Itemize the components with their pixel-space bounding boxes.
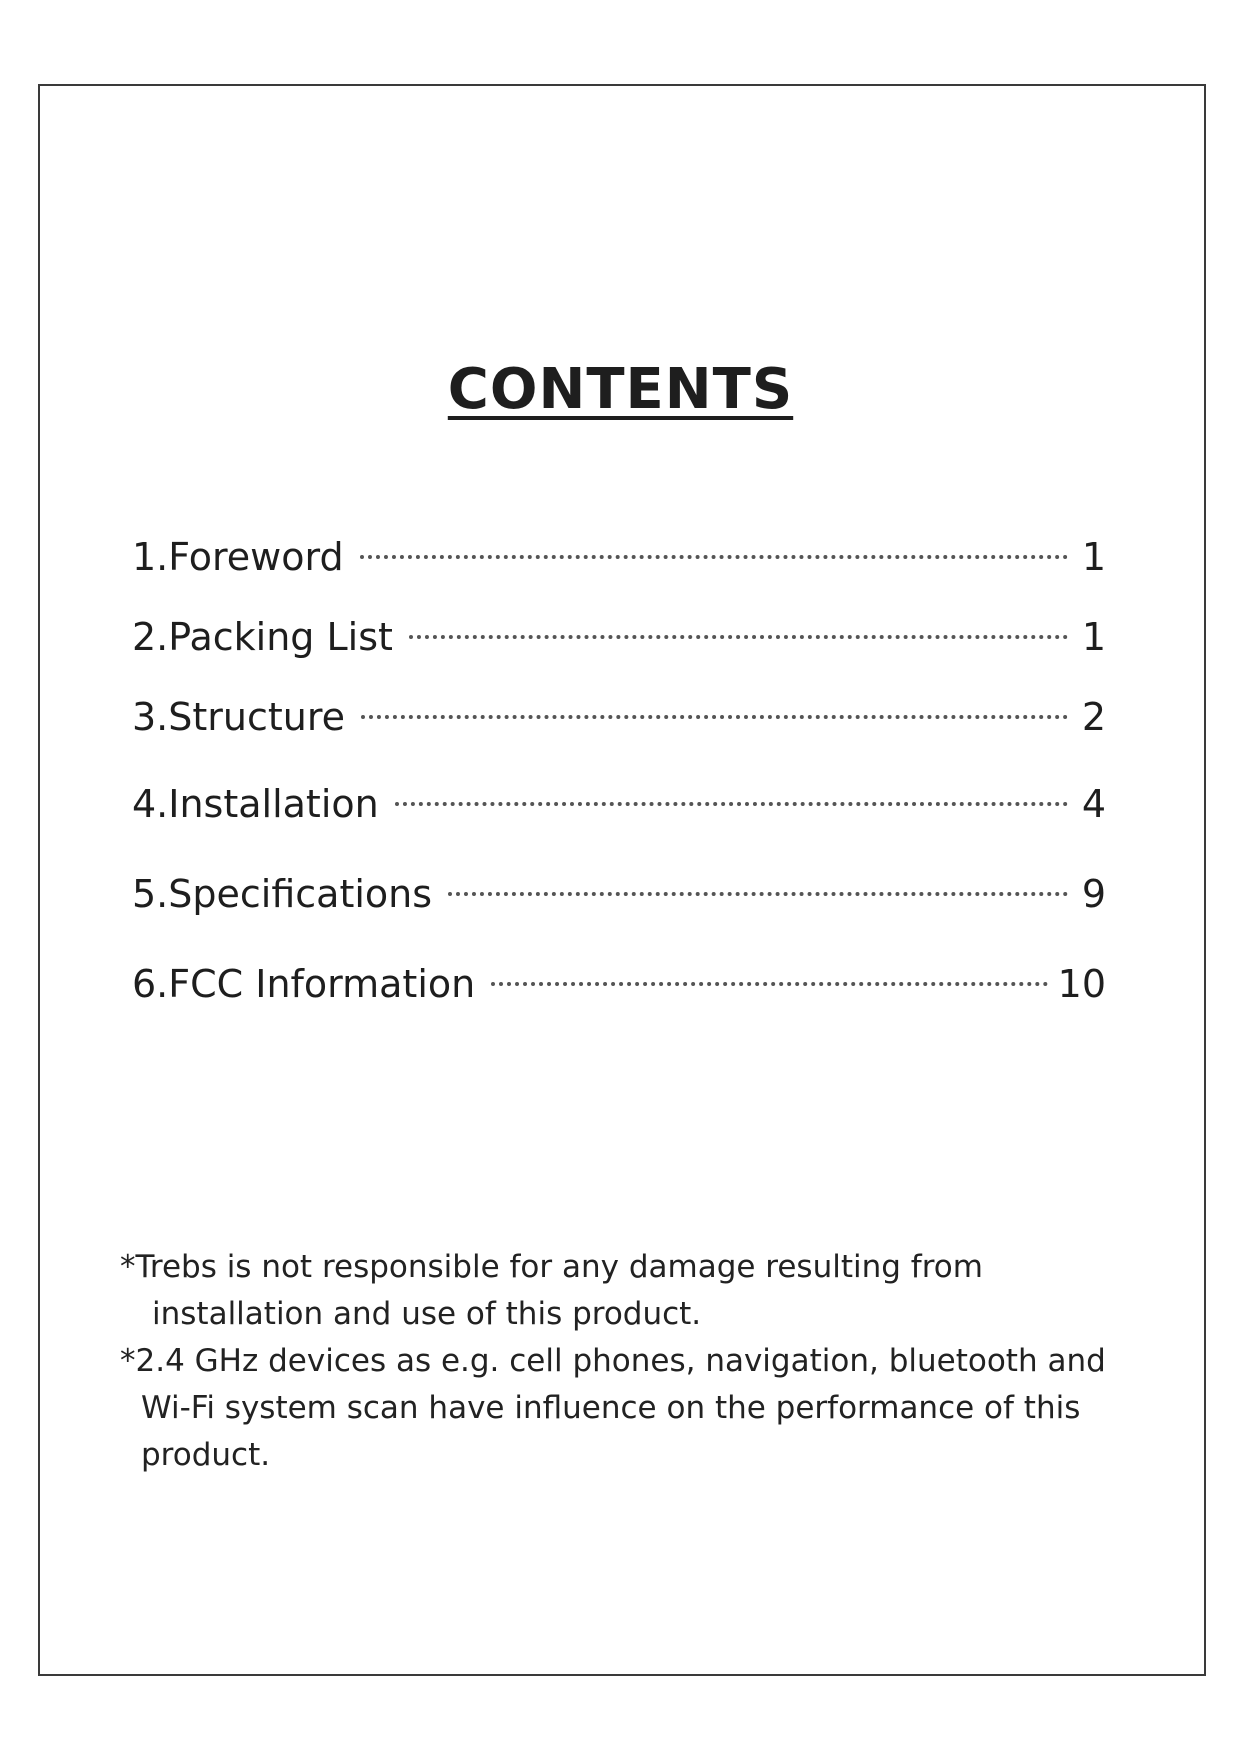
toc-entry-label: 3.Structure <box>132 695 346 739</box>
toc-entry-label: 2.Packing List <box>132 615 393 659</box>
contents-heading <box>0 355 1241 425</box>
contents-heading-text: CONTENTS <box>447 357 794 422</box>
toc-entry-label: 1.Foreword <box>132 535 344 579</box>
toc-entry-structure[interactable] <box>132 687 1106 747</box>
toc-entry-page-number: 2 <box>1081 695 1106 739</box>
dot-leader <box>360 555 1068 559</box>
toc-entry-installation[interactable] <box>132 774 1106 834</box>
toc-entry-foreword[interactable] <box>132 527 1106 587</box>
toc-entry-label: 4.Installation <box>132 782 379 826</box>
toc-entry-page-number: 9 <box>1081 872 1106 916</box>
toc-entry-page-number: 4 <box>1081 782 1106 826</box>
dot-leader <box>361 715 1068 719</box>
dot-leader <box>409 635 1068 639</box>
toc-entry-packing-list[interactable] <box>132 607 1106 667</box>
disclaimer-note: *2.4 GHz devices as e.g. cell phones, navigation, bluetooth and Wi-Fi system scan have influence on the performance of this product. <box>120 1343 1106 1473</box>
toc-entry-fcc-information[interactable] <box>132 954 1106 1014</box>
dot-leader <box>491 982 1047 986</box>
toc-entry-page-number: 10 <box>1057 962 1106 1006</box>
toc-entry-label: 5.Specifications <box>132 872 433 916</box>
dot-leader <box>395 802 1068 806</box>
toc-entry-specifications[interactable] <box>132 864 1106 924</box>
dot-leader <box>448 892 1068 896</box>
disclaimer-note: *Trebs is not responsible for any damage resulting from installation and use of this product. <box>120 1249 983 1332</box>
toc-entry-label: 6.FCC Information <box>132 962 476 1006</box>
disclaimer-notes <box>120 1244 1140 1479</box>
toc-entry-page-number: 1 <box>1081 535 1106 579</box>
toc-entry-page-number: 1 <box>1081 615 1106 659</box>
